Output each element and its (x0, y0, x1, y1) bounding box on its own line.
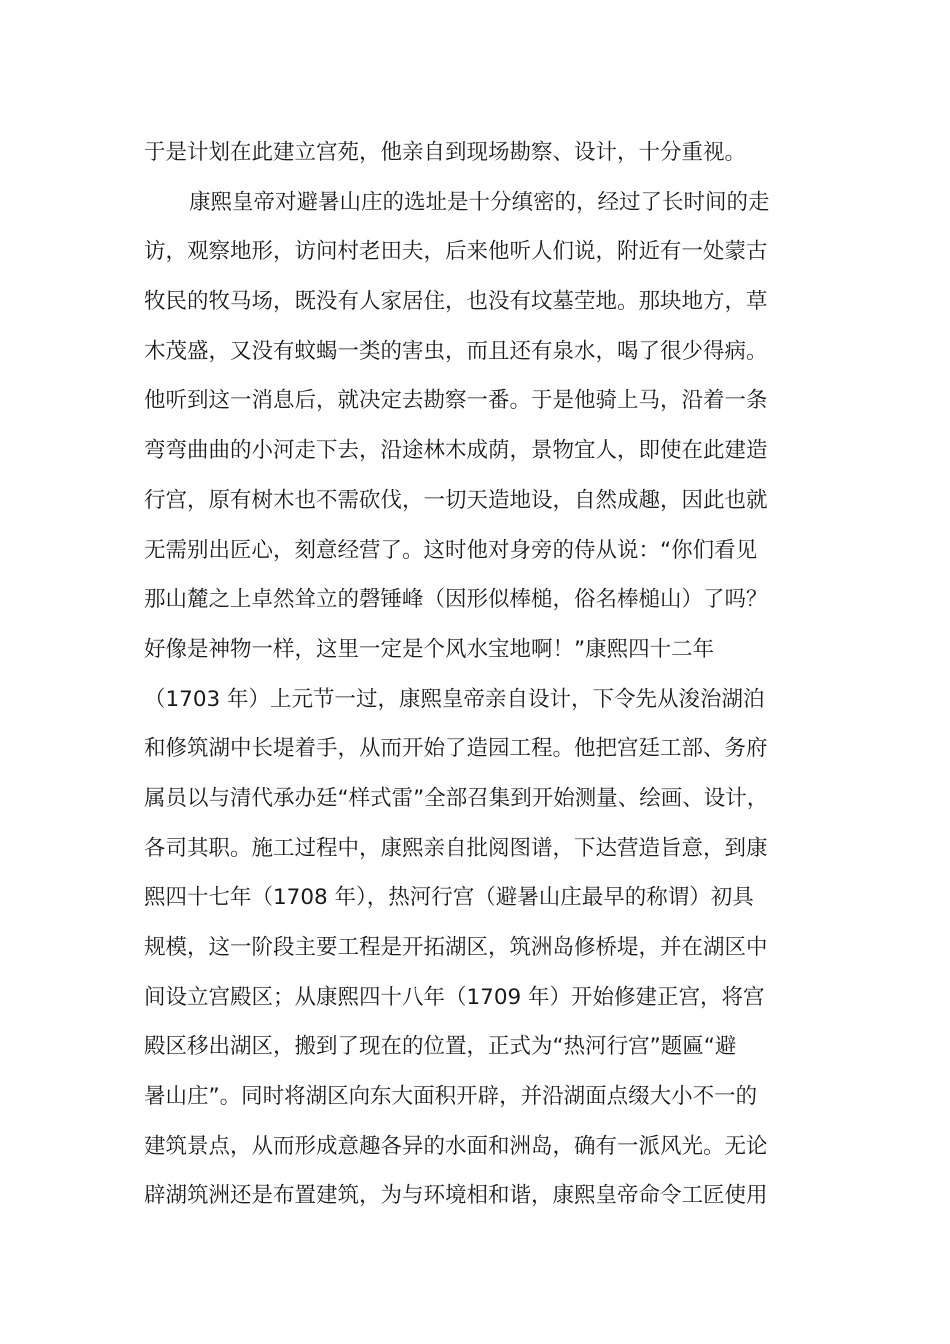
text-line: 规模，这一阶段主要工程是开拓湖区，筑洲岛修桥堤，并在湖区中 (144, 935, 768, 960)
text-line: 建筑景点，从而形成意趣各异的水面和洲岛，确有一派风光。无论 (144, 1133, 768, 1159)
text-line: 暑山庄”。同时将湖区向东大面积开辟，并沿湖面点缀大小不一的 (144, 1084, 758, 1110)
body-text (144, 128, 824, 1221)
text-line: 各司其职。施工过程中，康熙亲自批阅图谱，下达营造旨意，到康 (144, 835, 768, 861)
text-line: 弯弯曲曲的小河走下去，沿途林木成荫，景物宜人，即使在此建造 (144, 438, 768, 464)
text-line: 辟湖筑洲还是布置建筑，为与环境相和谐，康熙皇帝命令工匠使用 (144, 1183, 768, 1209)
text-line: 康熙皇帝对避暑山庄的选址是十分缜密的，经过了长时间的走 (189, 189, 770, 215)
text-line: 属员以与清代承办廷“样式雷”全部召集到开始测量、绘画、设计， (144, 785, 769, 811)
text-line: 殿区移出湖区，搬到了现在的位置，正式为“热河行宫”题匾“避 (144, 1034, 737, 1060)
text-line: 好像是神物一样，这里一定是个风水宝地啊！”康熙四十二年 (144, 636, 715, 662)
text-line: 无需别出匠心，刻意经营了。这时他对身旁的侍从说：“你们看见 (144, 537, 758, 563)
text-line: 他听到这一消息后，就决定去勘察一番。于是他骑上马，沿着一条 (144, 388, 768, 414)
text-line: 牧民的牧马场，既没有人家居住，也没有坟墓茔地。那块地方，草 (144, 289, 768, 315)
text-line: （1703 年）上元节一过，康熙皇帝亲自设计，下令先从浚治湖泊 (144, 686, 765, 712)
text-line: 间设立宫殿区；从康熙四十八年（1709 年）开始修建正宫，将宫 (144, 984, 765, 1010)
text-line: 木茂盛，又没有蚊蝎一类的害虫，而且还有泉水，喝了很少得病。 (144, 338, 768, 364)
text-line: 那山麓之上卓然耸立的磬锤峰（因形似棒槌，俗名棒槌山）了吗？ (144, 587, 768, 613)
text-line: 于是计划在此建立宫苑，他亲自到现场勘察、设计，十分重视。 (144, 140, 747, 165)
text-line: 访，观察地形，访问村老田夫，后来他听人们说，附近有一处蒙古 (144, 239, 768, 265)
text-line: 熙四十七年（1708 年），热河行宫（避暑山庄最早的称谓）初具 (144, 885, 754, 911)
text-line: 和修筑湖中长堤着手，从而开始了造园工程。他把宫廷工部、务府 (144, 736, 768, 762)
text-line: 行宫，原有树木也不需砍伐，一切天造地设，自然成趣，因此也就 (144, 487, 768, 513)
